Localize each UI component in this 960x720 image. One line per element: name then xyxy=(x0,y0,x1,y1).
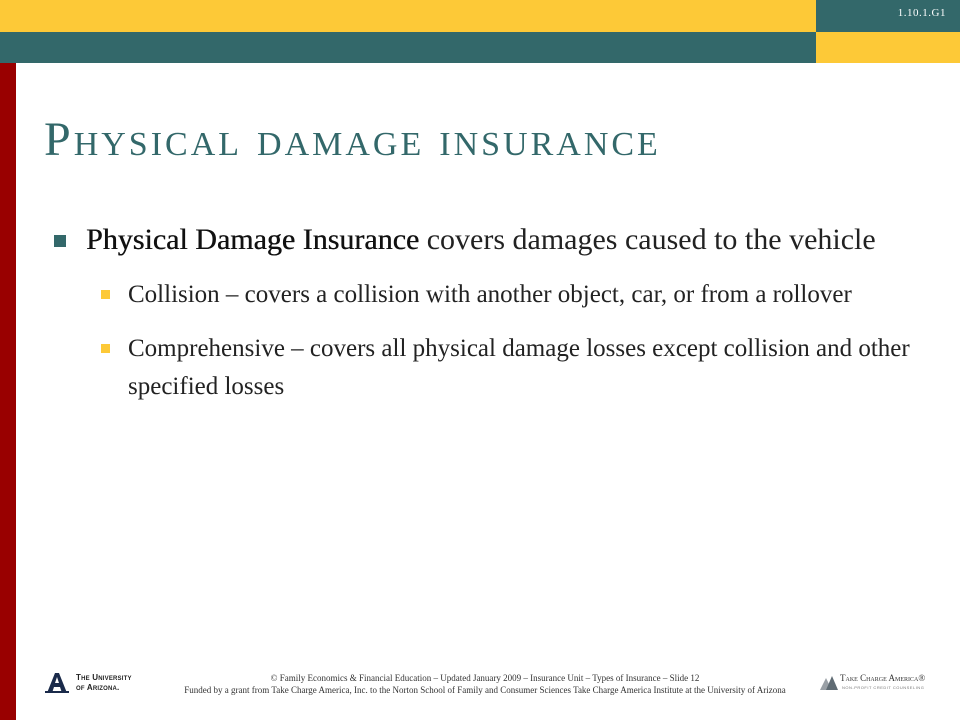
header-corner-teal xyxy=(816,0,960,32)
square-bullet-icon xyxy=(101,344,110,353)
take-charge-america-logo xyxy=(818,672,946,696)
arizona-a-icon xyxy=(44,672,70,694)
tca-tagline: NON-PROFIT CREDIT COUNSELING xyxy=(842,685,925,690)
footer-line-2: Funded by a grant from Take Charge America, Inc. to the Norton School of Family and Consumer Sciences Take Charge America Institute at the University of Arizona xyxy=(184,685,786,695)
footer-line-1: © Family Economics & Financial Education – Updated January 2009 – Insurance Unit – Types of Insurance – Slide 12 xyxy=(270,673,700,683)
bullet-list xyxy=(54,218,934,422)
left-accent-bar xyxy=(0,63,16,720)
header-yellow-band xyxy=(0,0,816,32)
slide-code: 1.10.1.G1 xyxy=(897,7,946,19)
main-bullet-term: Physical Damage Insurance xyxy=(86,223,420,256)
sub-bullet-list xyxy=(54,276,934,406)
sub-bullet-collision xyxy=(54,276,934,314)
sub-bullet-text: Collision – covers a collision with another object, car, or from a rollover xyxy=(128,281,852,308)
footer-credits xyxy=(150,672,820,696)
main-bullet xyxy=(54,218,934,262)
tca-wordmark: Take Charge America® xyxy=(840,673,926,683)
sub-bullet-text: Comprehensive – covers all physical damage losses except collision and other specified losses xyxy=(128,335,910,400)
university-wordmark-line2: of Arizona. xyxy=(76,683,120,692)
header-teal-band xyxy=(0,32,816,63)
take-charge-america-icon xyxy=(818,674,840,692)
university-wordmark xyxy=(76,673,132,693)
header-corner-yellow xyxy=(816,32,960,63)
slide-title: Physical damage insurance xyxy=(44,113,661,166)
university-wordmark-line1: The University xyxy=(76,673,132,682)
university-of-arizona-logo xyxy=(44,670,144,696)
sub-bullet-comprehensive xyxy=(54,330,934,406)
square-bullet-icon xyxy=(54,235,66,247)
square-bullet-icon xyxy=(101,290,110,299)
main-bullet-text: covers damages caused to the vehicle xyxy=(419,223,876,256)
